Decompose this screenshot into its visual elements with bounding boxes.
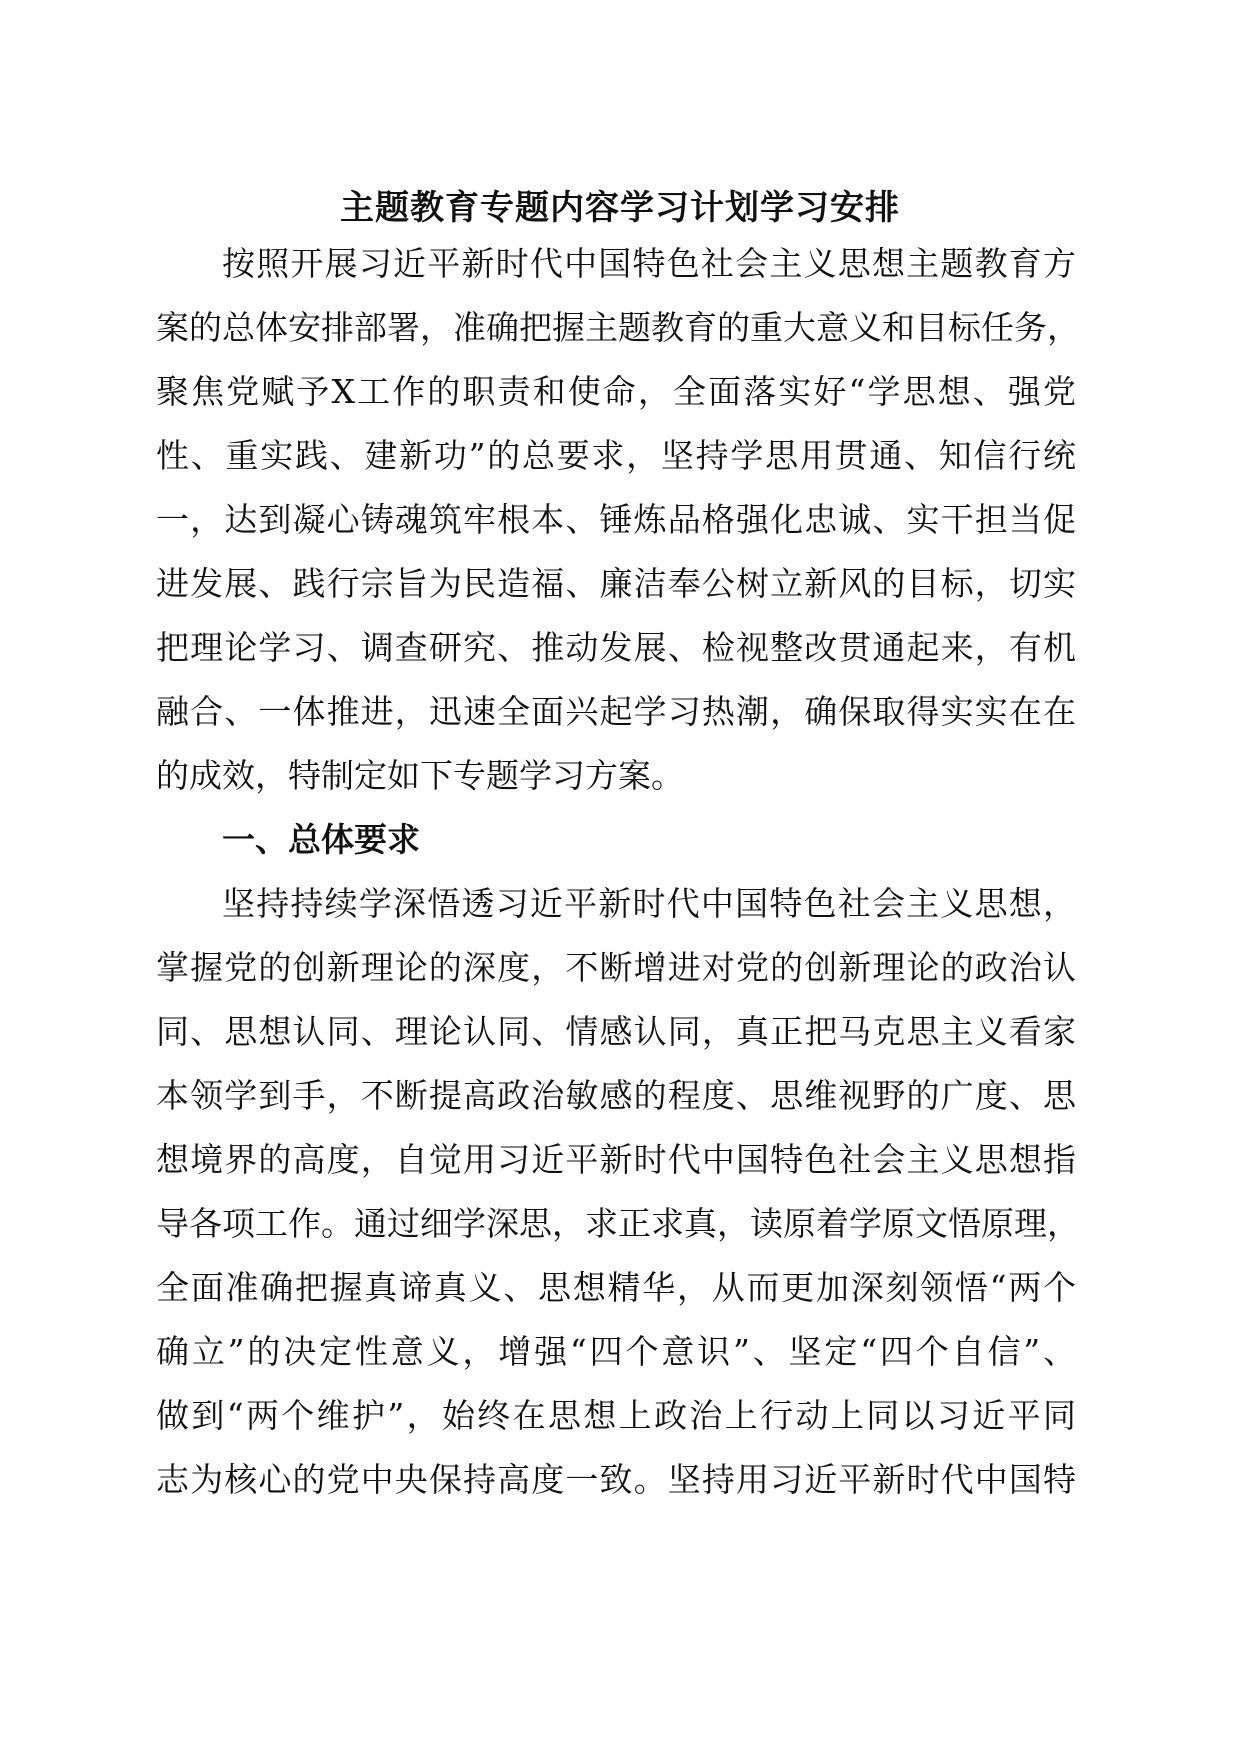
paragraph-line: 案的总体安排部署，准确把握主题教育的重大意义和目标任务， [156, 308, 1080, 347]
paragraph-line: 确立”的决定性意义，增强“四个意识”、坚定“四个自信”、 [156, 1332, 1076, 1371]
paragraph-line: 全面准确把握真谛真义、思想精华，从而更加深刻领悟“两个 [156, 1268, 1076, 1307]
paragraph-line: 一，达到凝心铸魂筑牢根本、锤炼品格强化忠诚、实干担当促 [156, 500, 1076, 539]
paragraph-line: 的成效，特制定如下专题学习方案。 [156, 756, 684, 795]
paragraph-line: 把理论学习、调查研究、推动发展、检视整改贯通起来，有机 [156, 628, 1076, 667]
document-title: 主题教育专题内容学习计划学习安排 [340, 188, 900, 228]
paragraph-line: 按照开展习近平新时代中国特色社会主义思想主题教育方 [222, 244, 1076, 283]
paragraph-line: 本领学到手，不断提高政治敏感的程度、思维视野的广度、思 [156, 1076, 1076, 1115]
paragraph-line: 导各项工作。通过细学深思，求正求真，读原着学原文悟原理， [156, 1204, 1080, 1243]
section-heading: 一、总体要求 [222, 820, 420, 859]
paragraph-line: 同、思想认同、理论认同、情感认同，真正把马克思主义看家 [156, 1012, 1076, 1051]
paragraph-line: 坚持持续学深悟透习近平新时代中国特色社会主义思想， [222, 884, 1076, 923]
paragraph-line: 做到“两个维护”，始终在思想上政治上行动上同以习近平同 [156, 1396, 1076, 1435]
paragraph-line: 性、重实践、建新功”的总要求，坚持学思用贯通、知信行统 [156, 436, 1076, 475]
paragraph-line: 想境界的高度，自觉用习近平新时代中国特色社会主义思想指 [156, 1140, 1076, 1179]
paragraph-line: 志为核心的党中央保持高度一致。坚持用习近平新时代中国特 [156, 1460, 1076, 1499]
paragraph-line: 掌握党的创新理论的深度，不断增进对党的创新理论的政治认 [156, 948, 1076, 987]
paragraph-line: 聚焦党赋予X工作的职责和使命，全面落实好“学思想、强党 [156, 372, 1076, 411]
paragraph-line: 融合、一体推进，迅速全面兴起学习热潮，确保取得实实在在 [156, 692, 1076, 731]
paragraph-line: 进发展、践行宗旨为民造福、廉洁奉公树立新风的目标，切实 [156, 564, 1076, 603]
